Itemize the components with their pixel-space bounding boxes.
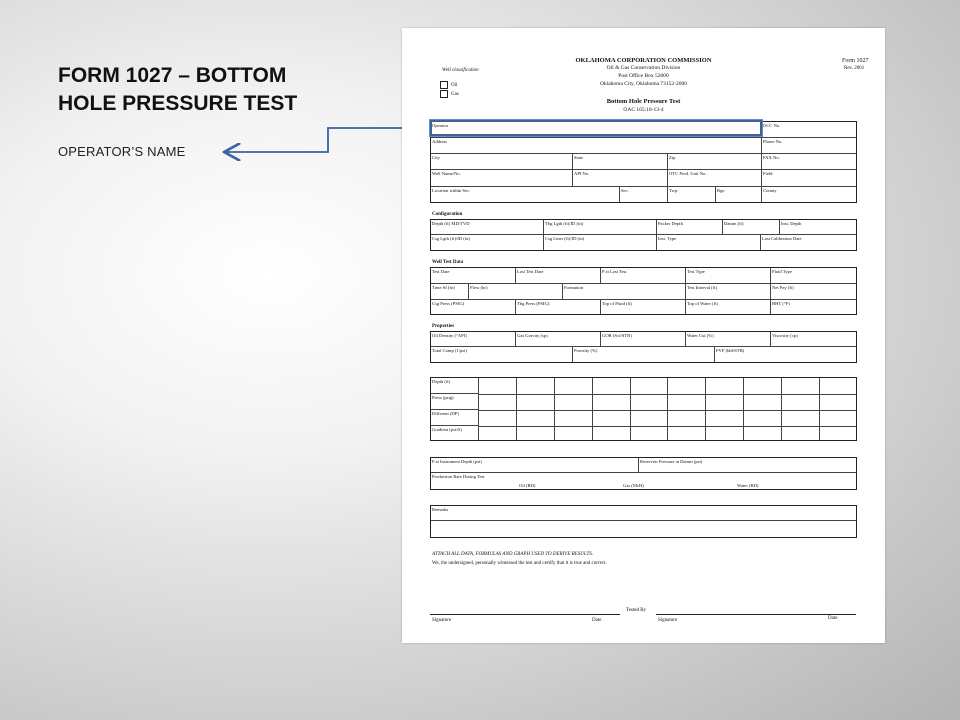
gas-checkbox[interactable] [440, 90, 448, 98]
production-rate-label: Production Rate During Test [432, 474, 485, 479]
sec-field[interactable]: Sec. [620, 187, 668, 202]
form-title: Bottom Hole Pressure Test [606, 98, 681, 105]
top-of-fluid-field[interactable]: Top of Fluid (ft) [601, 300, 686, 314]
total-comp-field[interactable]: Total Comp (1/psi) [431, 347, 573, 362]
well-test-heading: Well Test Data [432, 260, 464, 265]
p-last-test-field[interactable]: P at Last Test [601, 268, 686, 284]
gas-gravity-field[interactable]: Gas Gravity (sp) [516, 332, 601, 347]
test-interval-field[interactable]: Test Interval (ft) [686, 284, 771, 300]
water-cut-field[interactable]: Water Cut (%) [686, 332, 771, 347]
well-test-grid [430, 267, 857, 315]
fvf-field[interactable]: FVF (bbl/STB) [716, 348, 745, 353]
well-classification-label: Well classification [442, 68, 479, 73]
tbg-length-field[interactable]: Tbg Lgth (ft)/ID (in) [544, 220, 657, 235]
rge-field[interactable]: Rge. [716, 187, 762, 202]
last-test-date-field[interactable]: Last Test Date [516, 268, 601, 284]
state-field[interactable]: State [573, 154, 668, 170]
form-page [402, 28, 885, 643]
certification-statement: We, the undersigned, personally witnessed the test and certify that it is true and correct. [432, 561, 607, 566]
oil-checkbox-label: Oil [451, 83, 458, 88]
formation-field[interactable]: Formation [563, 284, 686, 300]
configuration-grid [430, 219, 857, 251]
slide-title-line2: HOLE PRESSURE TEST [58, 92, 298, 115]
properties-heading: Properties [432, 324, 455, 329]
attach-instructions: ATTACH ALL DATA, FORMULAS AND GRAPH USED TO DERIVE RESULTS. [432, 552, 594, 557]
test-type-field[interactable]: Test Type [686, 268, 771, 284]
operator-field[interactable]: Operator [431, 122, 762, 138]
phone-field[interactable]: Phone No. [762, 138, 856, 154]
city-line: Oklahoma City, Oklahoma 73152-2000 [599, 81, 688, 87]
slide-title-line1: FORM 1027 – BOTTOM [58, 64, 287, 87]
remarks-field-line2[interactable] [431, 521, 856, 537]
oil-checkbox[interactable] [440, 81, 448, 89]
depth-md-tvd-field[interactable]: Depth (ft) MD/TVD [431, 220, 544, 235]
datum-field[interactable]: Datum (ft) [723, 220, 780, 235]
zip-field[interactable]: Zip [668, 154, 762, 170]
well-name-field[interactable]: Well Name/No. [431, 170, 573, 187]
form-rule: OAC 165:10-13-4 [623, 107, 664, 113]
time-si-field[interactable]: Time SI (hr) [431, 284, 469, 300]
signature-line-operator[interactable] [430, 614, 620, 615]
porosity-field[interactable]: Porosity (%) [573, 347, 715, 362]
signature-line-tester[interactable] [656, 614, 856, 615]
water-rate-label: Water (BD) [737, 483, 759, 488]
gradient-table [430, 377, 857, 441]
division-name: Oil & Gas Conservation Division [606, 65, 681, 71]
gradient-row-label: Depth (ft) [431, 378, 479, 394]
operator-highlight-box [430, 120, 762, 136]
form-revision: Rev. 2001 [844, 66, 865, 71]
gas-checkbox-label: Gas [451, 92, 459, 97]
tester-signature-label: Signature [658, 618, 678, 623]
inst-type-field[interactable]: Inst. Type [657, 235, 761, 250]
oil-density-field[interactable]: Oil Density (°API) [431, 332, 516, 347]
fluid-type-field[interactable]: Fluid Type [771, 268, 856, 284]
po-box: Post Office Box 52000 [618, 73, 669, 79]
field-field[interactable]: Field [762, 170, 856, 187]
tested-by-label: Tested By [626, 608, 647, 613]
api-no-field[interactable]: API No. [573, 170, 668, 187]
test-date-field[interactable]: Test Date [431, 268, 516, 284]
fax-field[interactable]: FAX No. [762, 154, 856, 170]
csg-length-field[interactable]: Csg Lgth (ft)/ID (in) [431, 235, 544, 250]
bht-field[interactable]: BHT (°F) [772, 301, 790, 306]
top-of-water-field[interactable]: Top of Water (ft) [686, 300, 771, 314]
tester-date-label: Date [828, 616, 838, 621]
slide-caption: OPERATOR’S NAME [58, 144, 186, 159]
last-calibration-field[interactable]: Last Calibration Date [762, 236, 802, 241]
remarks-box [430, 505, 857, 538]
csg-liner-field[interactable]: Csg Liner (ft)/ID (in) [544, 235, 657, 250]
remarks-field[interactable]: Remarks [431, 506, 856, 521]
gas-rate-label: Gas (McH) [623, 483, 644, 488]
oil-rate-label: Oil (BD) [519, 483, 536, 488]
otc-unit-field[interactable]: OTC Prod. Unit No. [668, 170, 762, 187]
configuration-heading: Configuration [432, 212, 463, 217]
address-field[interactable]: Address [431, 138, 762, 154]
inst-depth-field[interactable]: Inst. Depth [780, 220, 856, 235]
city-field[interactable]: City [431, 154, 573, 170]
viscosity-field[interactable]: Viscosity (cp) [771, 332, 856, 347]
gradient-row-label: Different (DP) [431, 410, 479, 426]
reservoir-pressure-field[interactable]: Reservoir Pressure at Datum (psi) [639, 458, 856, 473]
flow-field[interactable]: Flow (hr) [469, 284, 563, 300]
tbg-press-field[interactable]: Tbg Press (PSIG) [516, 300, 601, 314]
reservoir-grid [430, 457, 857, 490]
operator-signature-label: Signature [432, 618, 452, 623]
gor-field[interactable]: GOR (Scf/STB) [601, 332, 686, 347]
operator-date-label: Date [592, 618, 602, 623]
occ-no-field[interactable]: OCC No. [762, 122, 856, 138]
p-instrument-depth-field[interactable]: P at Instrument Depth (psi) [431, 458, 639, 473]
twp-field[interactable]: Twp. [668, 187, 716, 202]
properties-grid [430, 331, 857, 363]
gradient-row-label: Gradient (psi/ft) [431, 426, 479, 440]
gradient-row-label: Press (psig) [431, 394, 479, 410]
packer-depth-field[interactable]: Packer Depth [657, 220, 723, 235]
gradient-grid-lines [479, 378, 856, 440]
location-field[interactable]: Location within Sec. [431, 187, 620, 202]
county-field[interactable]: County [763, 188, 777, 193]
csg-press-field[interactable]: Csg Press (PSIG) [431, 300, 516, 314]
commission-name: OKLAHOMA CORPORATION COMMISSION [575, 57, 712, 64]
form-number: Form 1027 [842, 58, 869, 64]
net-pay-field[interactable]: Net Pay (ft) [771, 284, 856, 300]
